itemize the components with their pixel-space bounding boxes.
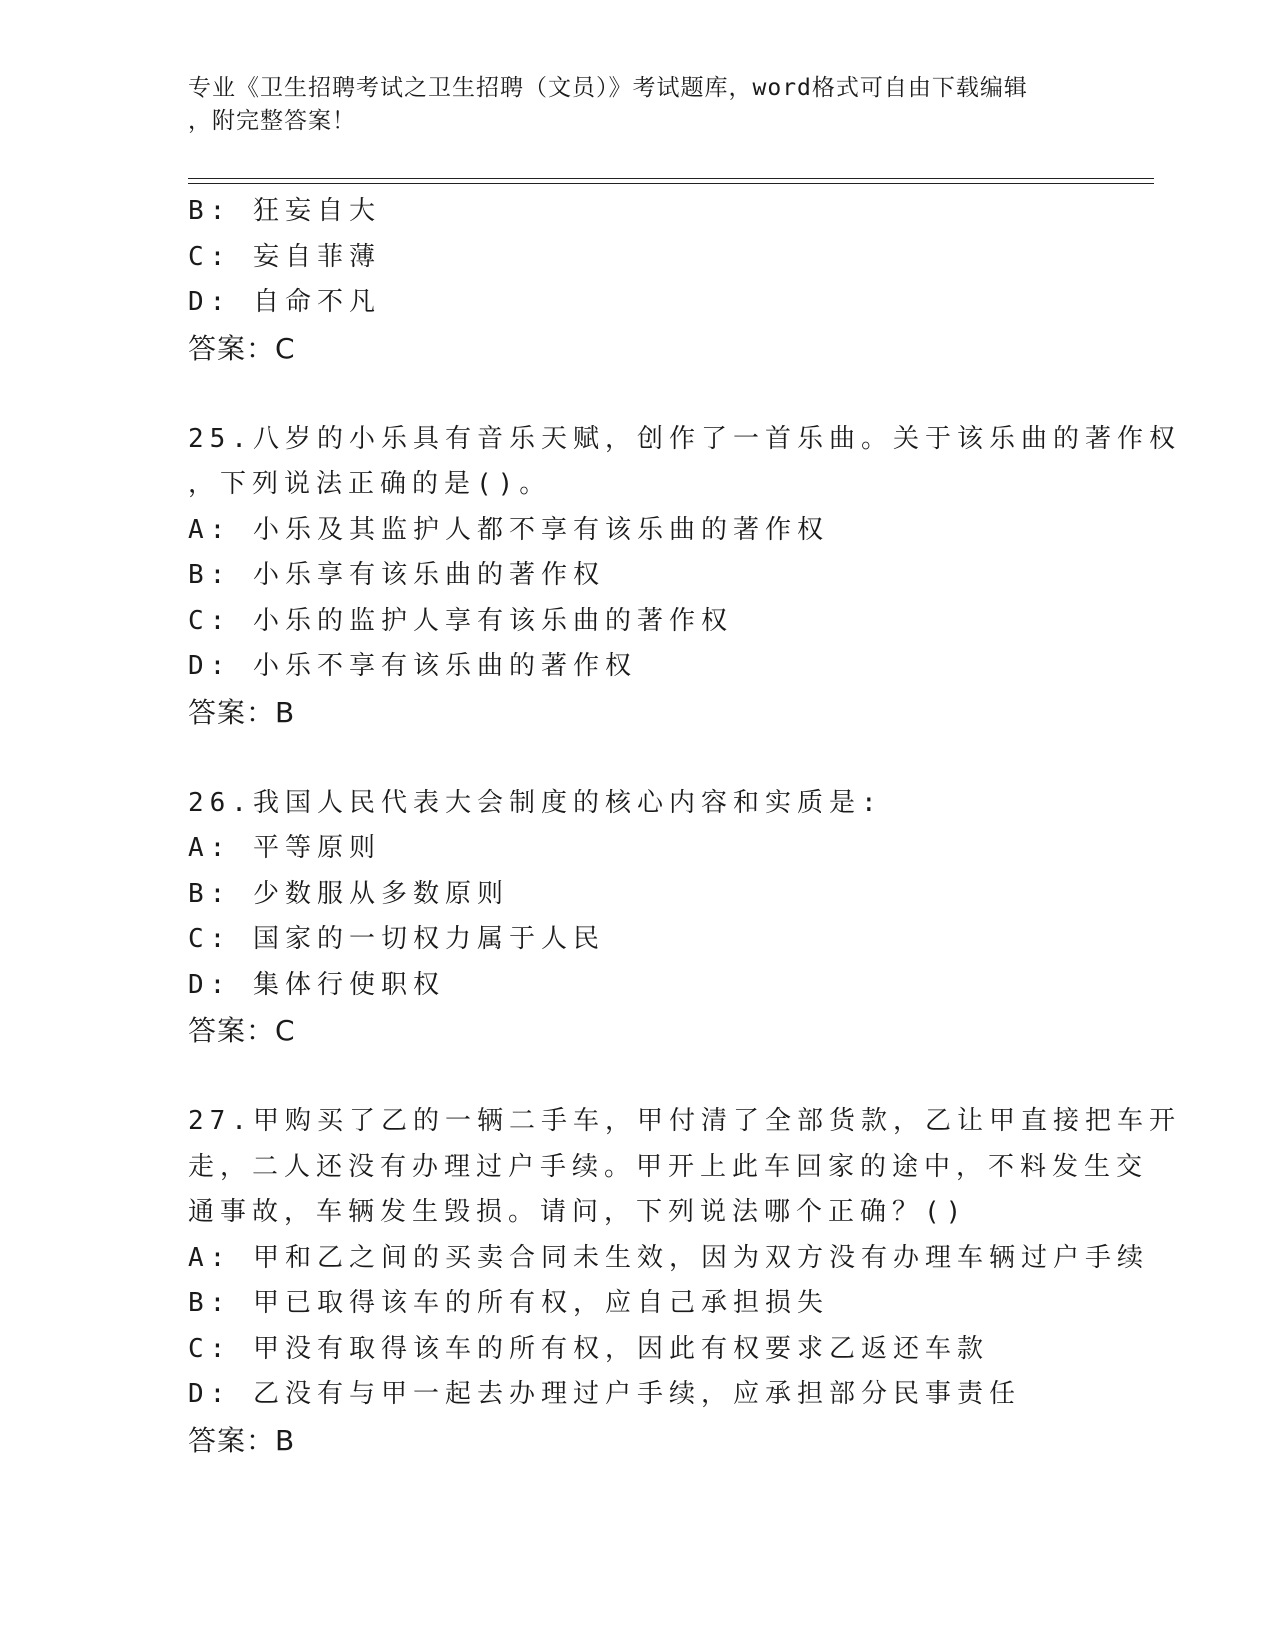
option-line: A: 甲和乙之间的买卖合同未生效，因为双方没有办理车辆过户手续 (188, 1242, 1149, 1273)
header-line-2: ，附完整答案！ (188, 108, 356, 134)
option-line: B: 甲已取得该车的所有权，应自己承担损失 (188, 1288, 829, 1318)
option-line: D: 自命不凡 (188, 287, 381, 317)
option-line: B: 少数服从多数原则 (188, 878, 509, 909)
question-text: 走，二人还没有办理过户手续。甲开上此车回家的途中，不料发生交 (188, 1151, 1149, 1182)
option-line: B: 小乐享有该乐曲的著作权 (188, 560, 605, 590)
answer-line: 答案：C (188, 1014, 296, 1047)
question-block-24 (188, 189, 1088, 371)
question-block-26 (188, 781, 1088, 1054)
option-line: C: 妄自菲薄 (188, 241, 381, 272)
question-text: ，下列说法正确的是()。 (188, 469, 552, 499)
question-block-27 (188, 1099, 1181, 1463)
header-line-1: 专业《卫生招聘考试之卫生招聘（文员）》考试题库，word格式可自由下载编辑 (188, 75, 1028, 101)
option-line: D: 小乐不享有该乐曲的著作权 (188, 651, 637, 681)
header-divider-bottom (188, 183, 1154, 184)
option-line: D: 乙没有与甲一起去办理过户手续，应承担部分民事责任 (188, 1379, 1021, 1409)
question-text: 25.八岁的小乐具有音乐天赋，创作了一首乐曲。关于该乐曲的著作权 (188, 423, 1181, 454)
question-text: 通事故，车辆发生毁损。请问，下列说法哪个正确？() (188, 1197, 968, 1227)
option-line: B: 狂妄自大 (188, 196, 381, 226)
question-text: 27.甲购买了乙的一辆二手车，甲付清了全部货款，乙让甲直接把车开 (188, 1106, 1181, 1136)
option-line: D: 集体行使职权 (188, 969, 445, 1000)
question-text: 26.我国人民代表大会制度的核心内容和实质是: (188, 787, 883, 818)
question-list (188, 189, 1181, 1463)
header-divider-top (188, 178, 1154, 179)
spacer (188, 735, 1088, 781)
document-header (188, 72, 1088, 138)
answer-line: 答案：B (188, 1423, 296, 1457)
answer-line: 答案：C (188, 331, 296, 365)
spacer (188, 371, 1088, 417)
question-block-25 (188, 417, 1181, 736)
option-line: C: 国家的一切权力属于人民 (188, 924, 605, 954)
option-line: C: 甲没有取得该车的所有权，因此有权要求乙返还车款 (188, 1333, 989, 1364)
option-line: A: 小乐及其监护人都不享有该乐曲的著作权 (188, 514, 829, 545)
spacer (188, 1054, 1088, 1100)
option-line: A: 平等原则 (188, 833, 381, 863)
answer-line: 答案：B (188, 695, 296, 729)
option-line: C: 小乐的监护人享有该乐曲的著作权 (188, 605, 733, 636)
